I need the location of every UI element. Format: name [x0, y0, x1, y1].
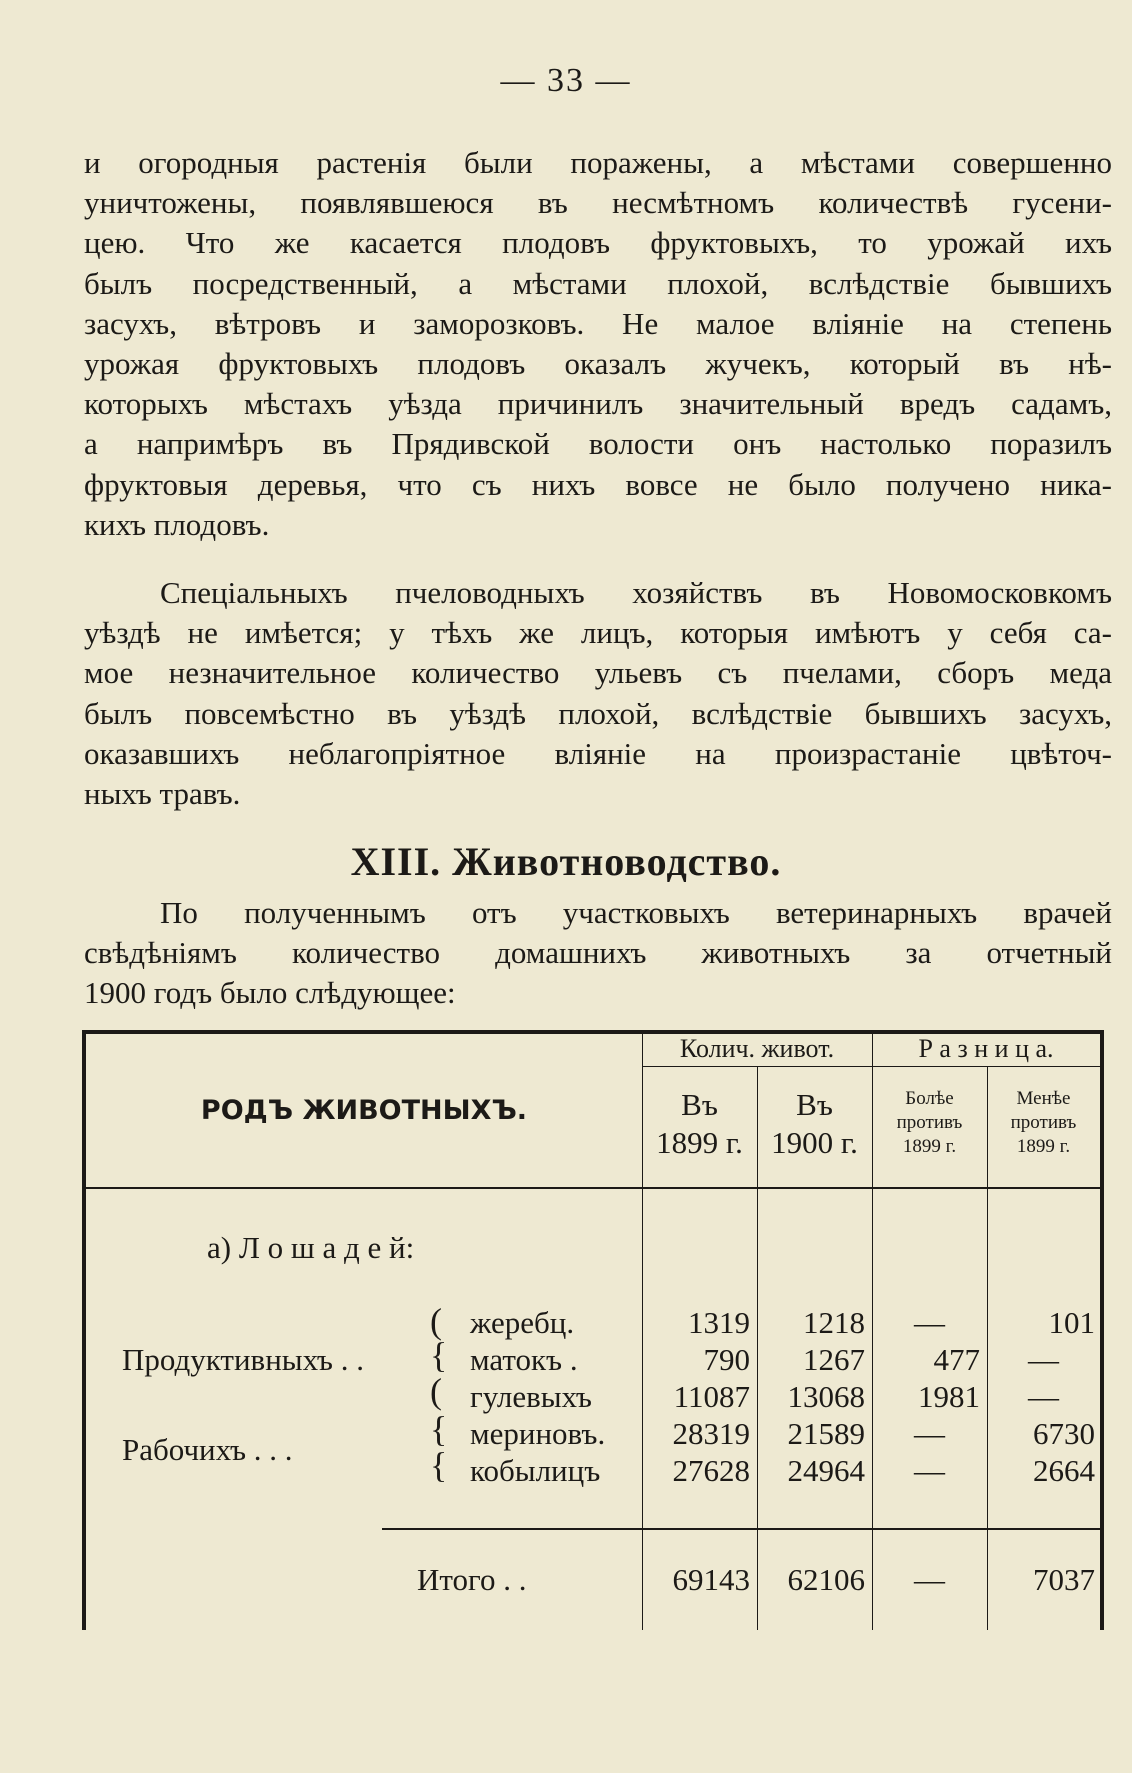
- cell-1899: 28319: [672, 1416, 750, 1451]
- text-line: По полученнымъ отъ участковыхъ ветеринарныхъ врачей: [160, 895, 1112, 930]
- text-line: урожая фруктовыхъ плодовъ оказалъ жучекъ, который въ нѣ-: [84, 345, 1112, 381]
- total-more: —: [914, 1562, 945, 1597]
- text-line: былъ повсемѣстно въ уѣздѣ плохой, вслѣдствіе бывшихъ засухъ,: [84, 695, 1112, 731]
- text-line: оказавшихъ неблагопріятное вліяніе на произрастаніе цвѣточ-: [84, 735, 1112, 771]
- text-line: фруктовыя деревья, что съ нихъ вовсе не было получено ника-: [84, 466, 1112, 502]
- total-label: Итого . .: [417, 1562, 527, 1597]
- row-sub-label: мериновъ.: [470, 1416, 606, 1451]
- cell-1899: 790: [703, 1342, 750, 1377]
- cell-1900: 1218: [803, 1305, 865, 1340]
- cell-less: 2664: [1033, 1453, 1095, 1488]
- table-right-border: [1100, 1030, 1104, 1630]
- cell-more: —: [914, 1416, 945, 1451]
- text-line: свѣдѣніямъ количество домашнихъ животныхъ за отчетный: [84, 935, 1112, 971]
- cell-more: —: [914, 1305, 945, 1340]
- cell-1899: 1319: [688, 1305, 750, 1340]
- text-line: которыхъ мѣстахъ уѣзда причинилъ значительный вредъ садамъ,: [84, 386, 1112, 422]
- total-1899: 69143: [672, 1562, 750, 1597]
- header-more-b: противъ: [896, 1112, 963, 1133]
- header-less-b: противъ: [1010, 1112, 1077, 1133]
- cell-1899: 11087: [673, 1379, 750, 1414]
- header-count-group: Колич. живот.: [679, 1034, 835, 1063]
- header-less-a: Менѣе: [1016, 1088, 1071, 1109]
- text-line: а напримѣръ въ Прядивской волости онъ настолько поразилъ: [84, 426, 1112, 462]
- row-sub-label: жеребц.: [470, 1305, 575, 1340]
- cell-less: —: [1028, 1342, 1059, 1377]
- brace-icon: (: [430, 1371, 442, 1411]
- text-line: мое незначительное количество ульевъ съ пчелами, сборъ меда: [84, 655, 1112, 691]
- page-number: — 33 —: [500, 62, 632, 99]
- brace-icon: (: [430, 1301, 442, 1341]
- cell-more: 477: [933, 1342, 980, 1377]
- total-less: 7037: [1033, 1562, 1095, 1597]
- text-line: Спеціальныхъ пчеловодныхъ хозяйствъ въ Новомосковкомъ: [160, 575, 1112, 610]
- row-sub-label: кобылицъ: [470, 1453, 601, 1488]
- text-line: ныхъ травъ.: [84, 775, 241, 811]
- text-line: засухъ, вѣтровъ и заморозковъ. Не малое вліяніе на степень: [84, 305, 1112, 341]
- text-line: уѣздѣ не имѣется; у тѣхъ же лицъ, которыя имѣютъ у себя са-: [84, 615, 1112, 651]
- header-1900-b: 1900 г.: [771, 1125, 858, 1160]
- text-line: 1900 годъ было слѣдующее:: [84, 975, 456, 1011]
- text-line: уничтожены, появлявшеюся въ несмѣтномъ количествѣ гусени-: [84, 185, 1112, 221]
- paragraph-beekeeping: [84, 573, 1112, 814]
- cell-less: 101: [1048, 1305, 1095, 1340]
- cell-1900: 13068: [787, 1379, 865, 1414]
- header-bottom-line: [86, 1187, 1100, 1189]
- cell-more: 1981: [918, 1379, 980, 1414]
- brace-icon: {: [430, 1409, 448, 1449]
- brace-icon: {: [430, 1445, 448, 1485]
- header-1899-b: 1899 г.: [656, 1125, 743, 1160]
- header-diff-group: Р а з н и ц а.: [918, 1034, 1054, 1063]
- text-line: цею. Что же касается плодовъ фруктовыхъ, то урожай ихъ: [84, 225, 1112, 261]
- brace-icon: {: [430, 1335, 448, 1375]
- header-more-c: 1899 г.: [902, 1136, 957, 1157]
- text-line: и огородныя растенія были поражены, а мѣстами совершенно: [84, 145, 1112, 180]
- cell-1900: 24964: [787, 1453, 865, 1488]
- header-1900-a: Въ: [796, 1087, 833, 1122]
- cell-less: —: [1028, 1379, 1059, 1414]
- group-name-productive: Продуктивныхъ . .: [122, 1342, 364, 1377]
- row-sub-label: гулевыхъ: [470, 1379, 592, 1414]
- total-line: [382, 1528, 1100, 1530]
- total-1900: 62106: [787, 1562, 865, 1597]
- header-kind: РОДЪ ЖИВОТНЫХЪ.: [200, 1095, 528, 1126]
- header-more-a: Болѣе: [905, 1088, 954, 1109]
- header-1899-a: Въ: [681, 1087, 718, 1122]
- cell-1900: 1267: [803, 1342, 865, 1377]
- cell-1900: 21589: [787, 1416, 865, 1451]
- cell-more: —: [914, 1453, 945, 1488]
- section-heading: XIII. Животноводство.: [350, 839, 782, 884]
- header-sub-line: [642, 1066, 1100, 1067]
- group-name-working: Рабочихъ . . .: [122, 1432, 293, 1467]
- paragraph-livestock-intro: [84, 893, 1112, 1014]
- section-label: а) Л о ш а д е й:: [207, 1230, 415, 1265]
- cell-less: 6730: [1033, 1416, 1095, 1451]
- cell-1899: 27628: [672, 1453, 750, 1488]
- livestock-table: [82, 1030, 1104, 1630]
- header-less-c: 1899 г.: [1016, 1136, 1071, 1157]
- text-line: былъ посредственный, а мѣстами плохой, вслѣдствіе бывшихъ: [84, 265, 1112, 301]
- text-line: кихъ плодовъ.: [84, 506, 270, 542]
- paragraph-pests: [84, 143, 1112, 545]
- row-sub-label: матокъ .: [470, 1342, 578, 1377]
